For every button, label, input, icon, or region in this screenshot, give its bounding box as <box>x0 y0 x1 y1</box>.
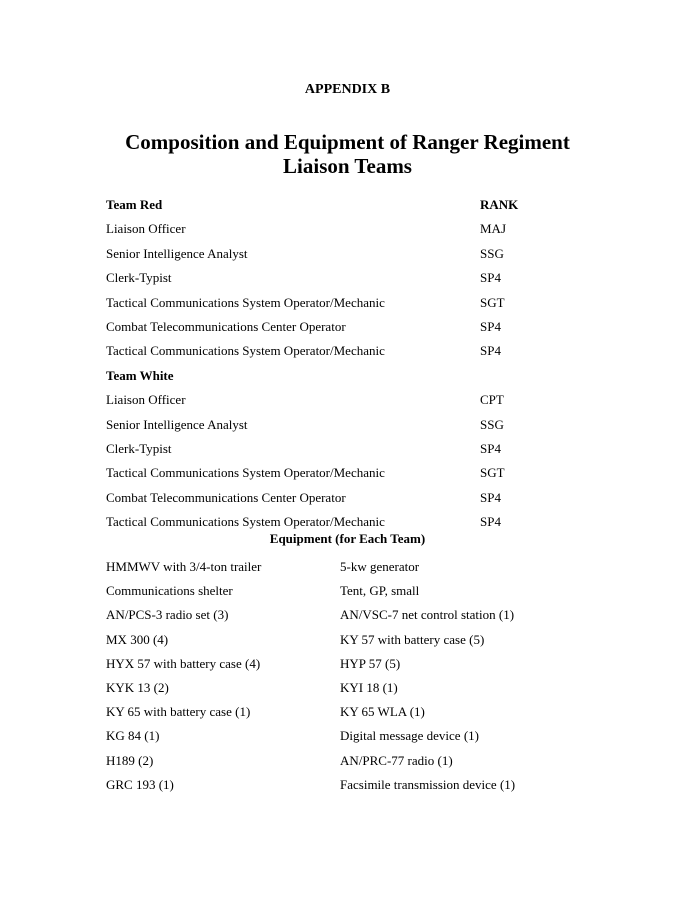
equipment-row <box>106 558 566 582</box>
roster-row <box>106 391 566 415</box>
rank-value: SP4 <box>480 270 501 286</box>
team-red-members <box>106 220 566 366</box>
page-title <box>0 130 695 178</box>
equipment-heading: Equipment (for Each Team) <box>269 531 426 546</box>
rank-value: SP4 <box>480 440 501 456</box>
equipment-item-right: AN/PRC-77 radio (1) <box>340 752 453 768</box>
equipment-item-right: HYP 57 (5) <box>340 655 401 671</box>
equipment-row <box>106 582 566 606</box>
position-name: Combat Telecommunications Center Operator <box>106 318 346 334</box>
equipment-item-right: KY 57 with battery case (5) <box>340 631 485 647</box>
equipment-item-right: KYI 18 (1) <box>340 679 398 695</box>
rank-value: CPT <box>480 392 504 408</box>
rank-value: SSG <box>480 245 504 261</box>
rank-heading: RANK <box>480 197 519 212</box>
position-name: Senior Intelligence Analyst <box>106 416 248 432</box>
position-name: Clerk-Typist <box>106 440 172 456</box>
roster-row <box>106 269 566 293</box>
equipment-row <box>106 703 566 727</box>
team-red-header-row <box>106 196 566 220</box>
equipment-item-left: KYK 13 (2) <box>106 679 169 695</box>
equipment-row <box>106 655 566 679</box>
title-line-2: Liaison Teams <box>283 154 412 178</box>
equipment-item-right: 5-kw generator <box>340 559 420 574</box>
equipment-item-left: AN/PCS-3 radio set (3) <box>106 607 229 623</box>
rank-value: SGT <box>480 465 505 481</box>
position-name: Tactical Communications System Operator/Mechanic <box>106 514 385 530</box>
position-name: Combat Telecommunications Center Operator <box>106 489 346 505</box>
equipment-row <box>106 727 566 751</box>
equipment-item-left: KY 65 with battery case (1) <box>106 704 251 720</box>
position-name: Tactical Communications System Operator/Mechanic <box>106 343 385 359</box>
roster-row <box>106 489 566 513</box>
equipment-item-left: KG 84 (1) <box>106 728 160 744</box>
equipment-item-left: HYX 57 with battery case (4) <box>106 655 261 671</box>
position-name: Liaison Officer <box>106 392 186 408</box>
rank-value: SP4 <box>480 318 501 334</box>
equipment-item-right: AN/VSC-7 net control station (1) <box>340 607 515 623</box>
rank-value: SP4 <box>480 343 501 359</box>
team-red-heading: Team Red <box>106 197 163 212</box>
position-name: Liaison Officer <box>106 221 186 237</box>
equipment-item-right: Digital message device (1) <box>340 728 479 744</box>
appendix-label: APPENDIX B <box>304 82 391 97</box>
team-white-heading: Team White <box>106 367 174 383</box>
equipment-item-left: GRC 193 (1) <box>106 776 174 792</box>
equipment-item-left: HMMWV with 3/4-ton trailer <box>106 559 262 574</box>
equipment-row <box>106 606 566 630</box>
equipment-row <box>106 679 566 703</box>
equipment-item-left: MX 300 (4) <box>106 631 169 647</box>
roster-row <box>106 245 566 269</box>
team-white-header-row <box>106 367 566 391</box>
equipment-row <box>106 631 566 655</box>
roster-row <box>106 342 566 366</box>
equipment-item-right: Tent, GP, small <box>340 583 420 599</box>
equipment-row <box>106 776 566 800</box>
position-name: Tactical Communications System Operator/Mechanic <box>106 465 385 481</box>
rank-value: SSG <box>480 416 504 432</box>
position-name: Tactical Communications System Operator/Mechanic <box>106 294 385 310</box>
equipment-item-left: H189 (2) <box>106 752 154 768</box>
team-white-members <box>106 391 566 537</box>
roster-row <box>106 440 566 464</box>
roster-row <box>106 416 566 440</box>
rank-value: SP4 <box>480 514 501 530</box>
rank-value: MAJ <box>480 221 507 237</box>
equipment-item-right: Facsimile transmission device (1) <box>340 776 516 792</box>
equipment-list <box>106 558 566 800</box>
title-line-1: Composition and Equipment of Ranger Regiment <box>125 130 570 154</box>
position-name: Senior Intelligence Analyst <box>106 245 248 261</box>
roster-row <box>106 318 566 342</box>
rank-value: SGT <box>480 294 505 310</box>
rank-value: SP4 <box>480 489 501 505</box>
equipment-item-left: Communications shelter <box>106 583 233 599</box>
team-roster <box>106 196 566 537</box>
equipment-row <box>106 752 566 776</box>
equipment-item-right: KY 65 WLA (1) <box>340 704 425 720</box>
position-name: Clerk-Typist <box>106 270 172 286</box>
roster-row <box>106 464 566 488</box>
roster-row <box>106 220 566 244</box>
roster-row <box>106 294 566 318</box>
